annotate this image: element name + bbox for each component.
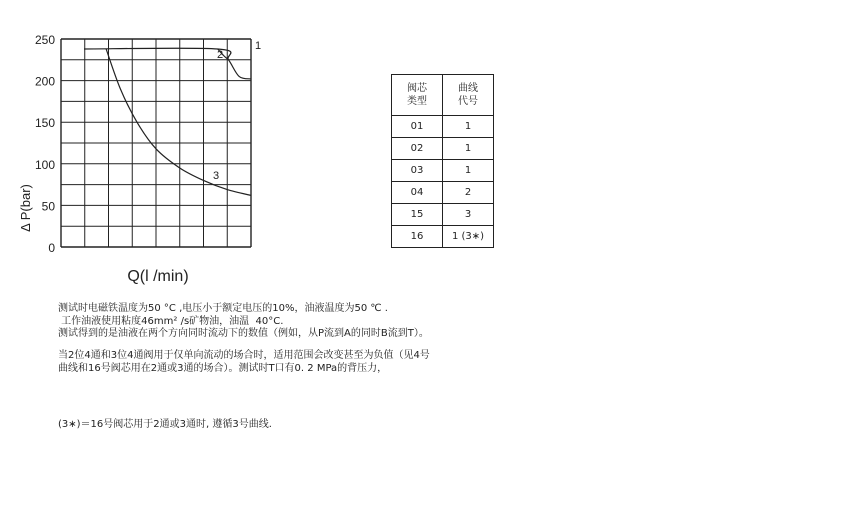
y-tick-label: 250	[34, 33, 55, 47]
spool-type-cell: 16	[392, 226, 443, 248]
table-header-row	[392, 75, 494, 116]
curve-code-cell: 1	[443, 116, 494, 138]
single-direction-note: 当2位4通和3位4通阀用于仅单向流动的场合时，适用范围会改变甚至为负值（见4号 曲线和16号阀芯用在2通或3通的场合）。测试时T口有0. 2 MPa的背压力，	[58, 350, 430, 374]
y-axis-ticks	[35, 33, 55, 255]
chart-grid	[61, 39, 251, 247]
curve-label-3: 3	[212, 170, 220, 182]
curve-label-2: 2	[216, 49, 224, 61]
curve-1	[84, 48, 251, 79]
spool-curve-table	[391, 74, 494, 248]
y-axis-label: Δ P(bar)	[18, 184, 33, 232]
table-row	[392, 226, 494, 248]
curve-code-cell: 2	[443, 182, 494, 204]
spool-type-cell: 02	[392, 138, 443, 160]
table-row	[392, 116, 494, 138]
curve-code-cell: 1 (3∗)	[443, 226, 494, 248]
table-row	[392, 138, 494, 160]
y-tick-label: 50	[41, 199, 55, 214]
x-axis-label: Q(l /min)	[127, 268, 189, 285]
header-spool-type: 阀芯 类型	[392, 75, 443, 116]
chart-curves	[84, 40, 261, 195]
table-row	[392, 204, 494, 226]
footnote-3: (3∗)＝16号阀芯用于2通或3通时, 遵循3号曲线.	[58, 419, 272, 430]
header-curve-code: 曲线 代号	[443, 75, 494, 116]
curve-code-cell: 1	[443, 138, 494, 160]
spool-type-cell: 01	[392, 116, 443, 138]
spool-type-cell: 03	[392, 160, 443, 182]
table-row	[392, 182, 494, 204]
curve-code-cell: 1	[443, 160, 494, 182]
y-tick-label: 100	[34, 157, 55, 172]
spool-type-cell: 04	[392, 182, 443, 204]
test-conditions-note: 测试时电磁铁温度为50 °C ,电压小于额定电压的10%，油液温度为50 ℃ . 工作油液使用粘度46mm² /s矿物油，油温 40°C. 测试得到的是油液在两个方向同时流动下的数值（例如，从P流到A的同时B流到T）。	[58, 303, 429, 339]
curve-label-1: 1	[254, 40, 262, 52]
table-row	[392, 160, 494, 182]
y-tick-label: 150	[34, 116, 55, 131]
spool-type-cell: 15	[392, 204, 443, 226]
curve-code-cell: 3	[443, 204, 494, 226]
y-tick-label: 200	[34, 74, 55, 89]
y-tick-label: 0	[48, 241, 55, 255]
